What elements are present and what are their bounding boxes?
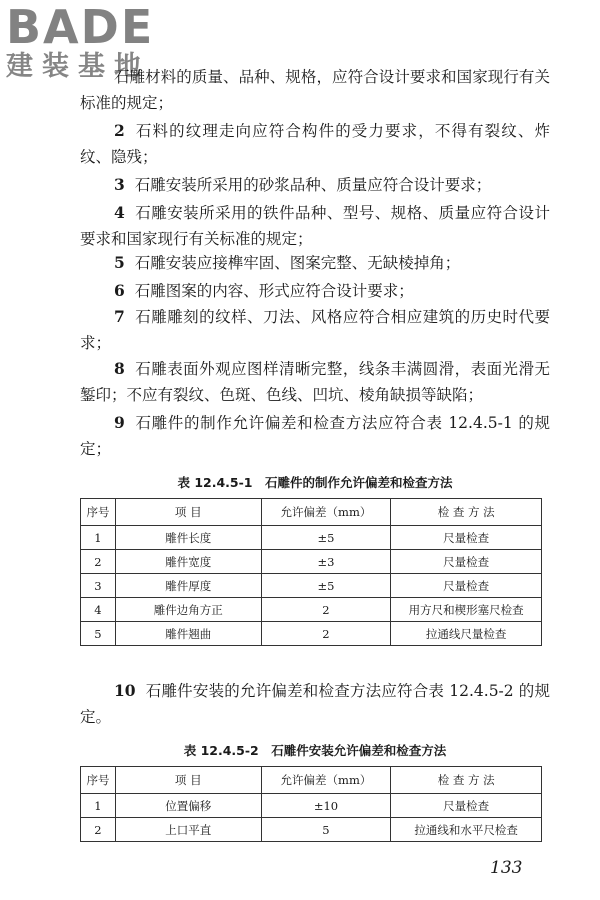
cell-tolerance: ±5 [261, 574, 391, 598]
cell-number: 2 [81, 818, 116, 842]
col-header-number: 序号 [81, 499, 116, 526]
cell-number: 3 [81, 574, 116, 598]
clause-number: 2 [114, 121, 125, 140]
table2-caption: 表 12.4.5-2 石雕件安装允许偏差和检查方法 [183, 743, 447, 758]
table-row [81, 526, 542, 550]
cell-method: 尺量检查 [391, 794, 542, 818]
table-row [81, 794, 542, 818]
cell-item: 雕件翘曲 [115, 622, 261, 646]
cell-number: 2 [81, 550, 116, 574]
cell-number: 5 [81, 622, 116, 646]
cell-tolerance: ±5 [261, 526, 391, 550]
clause-10 [80, 678, 550, 730]
col-header-method: 检 查 方 法 [391, 767, 542, 794]
clause-text: 石雕件安装的允许偏差和检查方法应符合表 12.4.5-2 的规定。 [80, 682, 550, 726]
cell-number: 1 [81, 794, 116, 818]
clause-6 [80, 278, 550, 304]
cell-tolerance: ±3 [261, 550, 391, 574]
clause-text: 石雕表面外观应图样清晰完整，线条丰满圆滑，表面光滑无錾印；不应有裂纹、色斑、色线、凹坑、棱角缺损等缺陷； [80, 360, 550, 404]
cell-item: 雕件长度 [115, 526, 261, 550]
table-header-row [81, 499, 542, 526]
clause-number: 8 [114, 359, 125, 378]
cell-tolerance: 2 [261, 598, 391, 622]
clause-4 [80, 200, 550, 252]
col-header-item: 项 目 [115, 767, 261, 794]
table-row [81, 598, 542, 622]
clause-3 [80, 172, 550, 198]
col-header-tolerance: 允许偏差（mm） [261, 499, 391, 526]
logo-main-text: BADE [6, 0, 155, 54]
table-row [81, 818, 542, 842]
cell-tolerance: ±10 [261, 794, 391, 818]
clause-text: 石雕安装应接榫牢固、图案完整、无缺棱掉角； [134, 254, 461, 272]
cell-method: 用方尺和楔形塞尺检查 [391, 598, 542, 622]
cell-item: 雕件边角方正 [115, 598, 261, 622]
cell-tolerance: 2 [261, 622, 391, 646]
clause-text: 石雕安装所采用的砂浆品种、质量应符合设计要求； [134, 176, 492, 194]
table1 [80, 498, 542, 646]
cell-tolerance: 5 [261, 818, 391, 842]
clause-text: 石雕材料的质量、品种、规格，应符合设计要求和国家现行有关标准的规定； [80, 68, 550, 112]
col-header-method: 检 查 方 法 [391, 499, 542, 526]
logo-sub-text: 建装基地 [6, 51, 150, 82]
clause-1 [80, 64, 550, 116]
clause-text: 石雕安装所采用的铁件品种、型号、规格、质量应符合设计要求和国家现行有关标准的规定； [80, 204, 550, 248]
table-row [81, 574, 542, 598]
clause-text: 石雕图案的内容、形式应符合设计要求； [134, 282, 414, 300]
cell-item: 雕件宽度 [115, 550, 261, 574]
clause-8 [80, 356, 550, 408]
clause-9 [80, 410, 550, 462]
clause-number: 9 [114, 413, 125, 432]
col-header-tolerance: 允许偏差（mm） [261, 767, 391, 794]
clause-number: 7 [114, 307, 125, 326]
clause-7 [80, 304, 550, 356]
clause-text: 石雕雕刻的纹样、刀法、风格应符合相应建筑的历史时代要求； [80, 308, 550, 352]
table-header-row [81, 767, 542, 794]
table2 [80, 766, 542, 842]
clause-text: 石料的纹理走向应符合构件的受力要求，不得有裂纹、炸纹、隐残； [80, 122, 550, 166]
cell-number: 1 [81, 526, 116, 550]
table-row [81, 622, 542, 646]
cell-method: 尺量检查 [391, 550, 542, 574]
clause-number: 5 [114, 253, 125, 272]
cell-method: 尺量检查 [391, 574, 542, 598]
table-row [81, 550, 542, 574]
clause-5 [80, 250, 550, 276]
cell-item: 雕件厚度 [115, 574, 261, 598]
col-header-number: 序号 [81, 767, 116, 794]
clause-number: 6 [114, 281, 125, 300]
cell-item: 位置偏移 [115, 794, 261, 818]
page-number: 133 [490, 858, 523, 878]
col-header-item: 项 目 [115, 499, 261, 526]
clause-text: 石雕件的制作允许偏差和检查方法应符合表 12.4.5-1 的规定； [80, 414, 550, 458]
table1-caption: 表 12.4.5-1 石雕件的制作允许偏差和检查方法 [177, 475, 453, 490]
cell-method: 拉通线和水平尺检查 [391, 818, 542, 842]
cell-item: 上口平直 [115, 818, 261, 842]
cell-method: 拉通线尺量检查 [391, 622, 542, 646]
clause-number: 4 [114, 203, 125, 222]
cell-method: 尺量检查 [391, 526, 542, 550]
clause-number: 10 [114, 681, 136, 700]
cell-number: 4 [81, 598, 116, 622]
clause-number: 3 [114, 175, 125, 194]
clause-2 [80, 118, 550, 170]
